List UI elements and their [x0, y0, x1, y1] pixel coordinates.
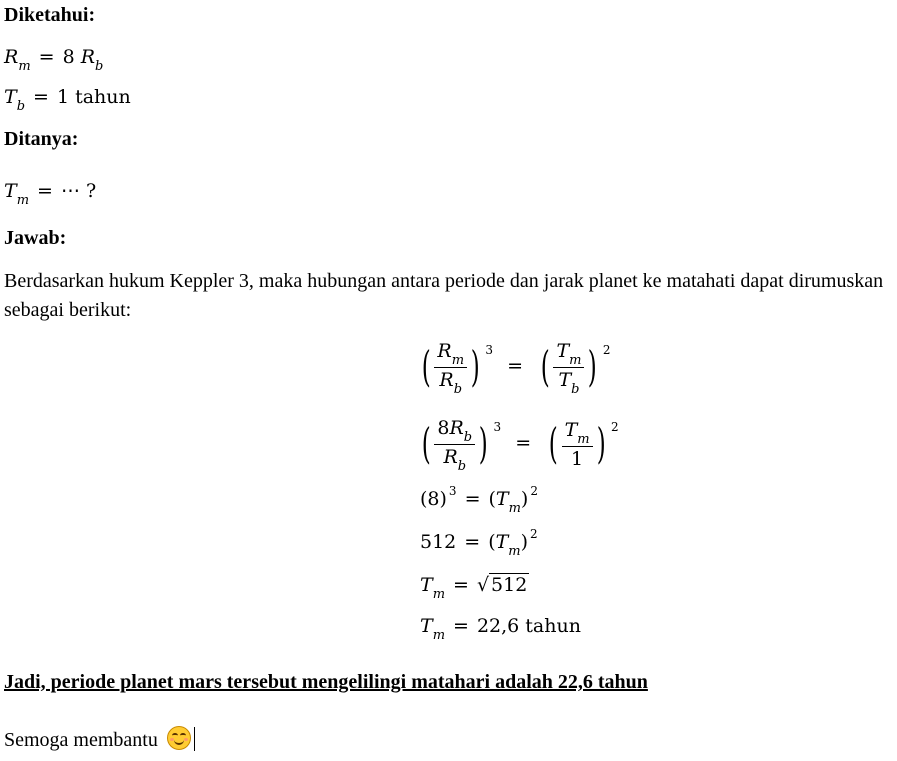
- var-t: T: [556, 340, 570, 362]
- heading-known: Diketahui:: [4, 4, 96, 26]
- result-value: 22,6 tahun: [476, 615, 581, 637]
- sub-m: m: [18, 59, 31, 74]
- sub-b: b: [463, 430, 473, 445]
- sub-m: m: [508, 544, 521, 559]
- exponent: 3: [485, 343, 494, 357]
- sub-b: b: [95, 59, 104, 74]
- radicand: 512: [491, 574, 528, 596]
- coef-8: 8: [437, 417, 450, 439]
- var-r: R: [443, 446, 458, 468]
- sqrt-sign-icon: √: [476, 574, 490, 596]
- sub-b: b: [571, 382, 580, 397]
- var-r: R: [4, 46, 19, 68]
- sub-b: b: [453, 382, 463, 397]
- heading-answer: Jawab:: [4, 227, 67, 249]
- sub-b: b: [457, 459, 467, 474]
- var-r: R: [449, 417, 464, 439]
- value-1-tahun: 1 tahun: [56, 86, 131, 108]
- equation-sqrt: $T_m$ = √ 512: [420, 574, 528, 602]
- sub-m: m: [577, 431, 590, 447]
- text-cursor: [194, 727, 195, 751]
- var-t: T: [558, 369, 572, 391]
- exponent: 2: [530, 527, 538, 541]
- exponent: 2: [610, 420, 619, 434]
- value-1: 1: [571, 447, 584, 470]
- var-t: T: [420, 574, 433, 596]
- var-r: R: [439, 369, 454, 391]
- sub-m: m: [432, 628, 446, 643]
- sub-m: m: [16, 193, 30, 208]
- var-t: T: [420, 615, 433, 637]
- value-512: 512: [420, 531, 457, 553]
- exponent: 3: [493, 420, 502, 434]
- known-t-equation: $T_b = 1$ tahun: [4, 86, 131, 114]
- exponent: 3: [448, 484, 457, 498]
- sub-m: m: [569, 353, 582, 368]
- unknown-value: ⋯ ?: [60, 180, 97, 202]
- explanation-text: Berdasarkan hukum Keppler 3, maka hubungan antara periode dan jarak planet ke matahati dapat dirumuskan sebagai berikut:: [4, 270, 884, 321]
- known-r-equation: $R_m = 8$ $R_b$: [4, 46, 104, 74]
- var-t: T: [495, 488, 509, 510]
- closing-line: [4, 726, 195, 755]
- heading-asked: Ditanya:: [4, 128, 79, 150]
- sub-m: m: [451, 353, 465, 368]
- equation-cube: (8) $^3 = (T_m)$ $^2$: [420, 484, 538, 516]
- equation-512: $512 = (T_m)$ $^2$: [420, 527, 538, 559]
- var-t: T: [4, 180, 17, 202]
- coef-8: 8: [62, 46, 75, 68]
- asked-equation: $T_m$ = ⋯ ?: [4, 180, 97, 208]
- var-t: T: [4, 86, 17, 108]
- smiling-face-icon: [167, 726, 191, 750]
- equation-ratio-2: ( $\frac{8R_b}{R_b}$ ) $^3$ = ( $\frac{T_m}{1}$ ) $^2$: [421, 417, 619, 474]
- exponent: 2: [530, 484, 538, 498]
- closing-text: Semoga membantu: [4, 729, 158, 751]
- var-r: R: [437, 340, 452, 362]
- equation-ratio-1: ( $\frac{R_m}{R_b}$ ) $^3$ = ( $\frac{T_m}{T_b}$ ) $^2$: [421, 340, 611, 397]
- equation-result: $T_m = 22,6$ tahun: [420, 615, 581, 643]
- var-r: R: [80, 46, 96, 68]
- sub-m: m: [508, 501, 521, 516]
- lhs-8: (8): [420, 488, 447, 510]
- conclusion-text: Jadi, periode planet mars tersebut mengelilingi matahari adalah 22,6 tahun: [4, 671, 648, 693]
- sub-m: m: [432, 587, 446, 602]
- sub-b: b: [16, 99, 26, 114]
- var-t: T: [495, 531, 509, 553]
- var-t: T: [564, 418, 578, 441]
- exponent: 2: [602, 343, 611, 357]
